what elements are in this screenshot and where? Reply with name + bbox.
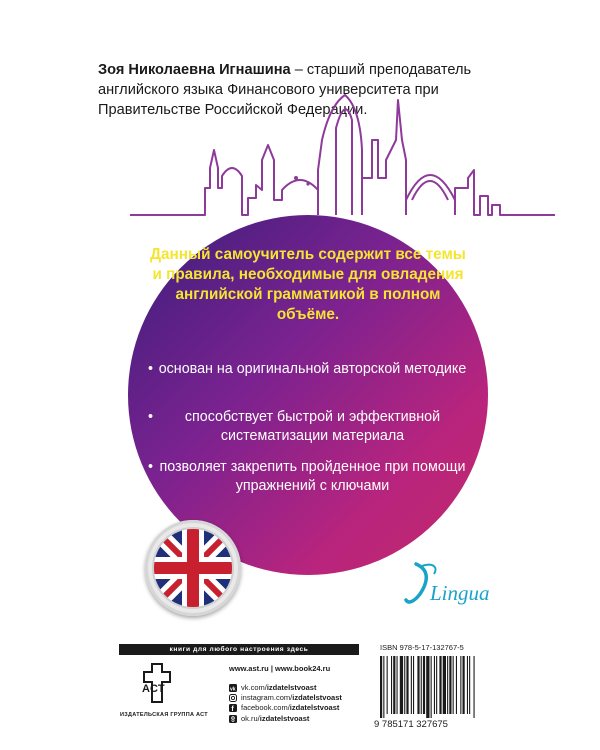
barcode-bar — [383, 656, 384, 718]
feature-text: позволяет закрепить пройденное при помощи упражнений с ключами — [159, 459, 466, 494]
feature-item — [140, 360, 485, 379]
footer-tagline: книги для любого настроения здесь — [119, 644, 359, 655]
barcode-bar — [447, 656, 448, 714]
social-prefix: vk.com/ — [241, 683, 267, 692]
barcode-bar — [439, 656, 441, 714]
bullet-dot: • — [148, 459, 154, 475]
social-prefix: instagram.com/ — [241, 693, 293, 703]
feature-text: основан на оригинальной авторской методике — [158, 361, 467, 377]
headline: Данный самоучитель содержит все темы и правила, необходимые для овладения английской грамматикой в полном объёме. — [150, 246, 466, 323]
social-link-ok — [229, 714, 342, 724]
lingua-wordmark: Lingua — [430, 581, 490, 605]
svg-text:vk: vk — [230, 686, 236, 693]
feature-item — [140, 408, 485, 446]
barcode-bar — [460, 656, 461, 714]
skyline-illustration — [0, 0, 600, 230]
publisher-websites: www.ast.ru | www.book24.ru — [229, 664, 331, 673]
barcode-bar — [380, 656, 382, 718]
feature-item — [140, 458, 485, 496]
isbn-number: ISBN 978-5-17-132767-5 — [380, 643, 464, 652]
bullet-dot: • — [148, 361, 154, 377]
lingua-logo — [400, 560, 510, 615]
barcode-bar — [397, 656, 398, 714]
barcode-digits: 9 785171 327675 — [374, 719, 448, 730]
barcode-bar — [411, 656, 412, 714]
facebook-icon — [229, 704, 237, 712]
feature-text: способствует быстрой и эффективной систематизации материала — [184, 409, 441, 444]
barcode-bar — [436, 656, 437, 714]
barcode-bar — [431, 656, 432, 718]
ast-logo — [138, 662, 178, 711]
barcode-bar — [463, 656, 465, 714]
social-prefix: ok.ru/ — [241, 713, 260, 723]
barcode-bar — [421, 656, 422, 714]
barcode-bar — [453, 656, 454, 714]
barcode-bar — [449, 656, 451, 714]
barcode-bar — [423, 656, 425, 714]
instagram-icon — [229, 694, 237, 702]
barcode-bar — [426, 656, 429, 718]
barcode-bar — [404, 656, 405, 714]
barcode — [372, 654, 512, 735]
publisher-name: ИЗДАТЕЛЬСКАЯ ГРУППА АСТ — [120, 712, 208, 718]
uk-flag-badge — [145, 520, 241, 616]
barcode-bar — [434, 656, 435, 714]
barcode-bar — [467, 656, 468, 714]
barcode-bar — [393, 656, 395, 714]
ok-icon — [229, 715, 237, 723]
vk-icon — [229, 684, 237, 692]
bullet-dot: • — [148, 409, 154, 425]
author-name: Зоя Николаевна Игнашина — [98, 62, 291, 78]
barcode-bar — [456, 656, 457, 714]
barcode-bar — [391, 656, 392, 714]
barcode-bar — [417, 656, 419, 714]
social-handle: izdatelstvoast — [266, 683, 317, 692]
barcode-bar — [413, 656, 414, 714]
social-link-facebook — [229, 703, 342, 713]
barcode-bar — [474, 656, 475, 718]
social-prefix: facebook.com/ — [241, 703, 290, 713]
author-description: – старший преподаватель английского языка Финансового университета при Правительстве Российской Федерации. — [98, 62, 472, 118]
barcode-bar — [469, 656, 470, 714]
barcode-bar — [443, 656, 446, 714]
social-handle: izdatelstvoast — [289, 703, 340, 713]
social-link-vk — [229, 683, 342, 693]
uk-flag-icon — [145, 520, 241, 616]
social-link-instagram — [229, 693, 342, 703]
social-handle: izdatelstvoast — [259, 713, 310, 723]
barcode-bars — [380, 656, 475, 718]
barcode-bar — [406, 656, 408, 714]
ast-logo-text: ACT — [142, 683, 165, 695]
barcode-bar — [400, 656, 403, 714]
svg-text:f: f — [231, 706, 234, 713]
social-handle: izdatelstvoast — [292, 693, 342, 703]
barcode-bar — [387, 656, 388, 714]
social-links — [229, 683, 342, 724]
